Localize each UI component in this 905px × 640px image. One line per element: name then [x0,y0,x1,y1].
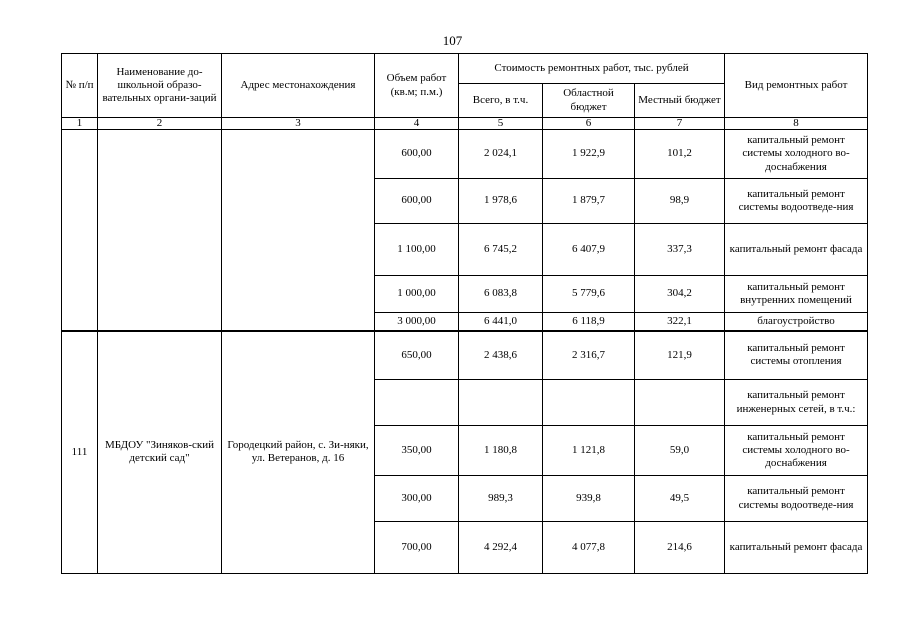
total-cell: 6 441,0 [459,313,543,331]
row-num-cell: 111 [62,331,98,574]
regional-cell: 6 407,9 [543,224,635,276]
row-name-cell: МБДОУ "Зиняков-ский детский сад" [98,331,222,574]
regional-cell: 5 779,6 [543,276,635,313]
column-number: 3 [222,118,375,130]
total-cell [459,380,543,426]
type-cell: капитальный ремонт внутренних помещений [725,276,868,313]
header-cost-group: Стоимость ремонтных работ, тыс. рублей [459,54,725,84]
header-local: Местный бюджет [635,84,725,118]
type-cell: благоустройство [725,313,868,331]
type-cell: капитальный ремонт системы холодного во-доснабжения [725,426,868,476]
local-cell: 304,2 [635,276,725,313]
repair-works-table [61,53,868,574]
regional-cell: 2 316,7 [543,331,635,380]
volume-cell: 700,00 [375,522,459,574]
column-number-row [62,118,868,130]
regional-cell: 6 118,9 [543,313,635,331]
total-cell: 2 024,1 [459,130,543,179]
total-cell: 1 180,8 [459,426,543,476]
regional-cell: 1 922,9 [543,130,635,179]
table-row [62,130,868,179]
local-cell: 49,5 [635,476,725,522]
page-number: 107 [442,33,463,48]
volume-cell: 1 000,00 [375,276,459,313]
type-cell: капитальный ремонт системы водоотведе-ния [725,179,868,224]
total-cell: 4 292,4 [459,522,543,574]
header-row [62,54,868,84]
header-num: № п/п [62,54,98,118]
local-cell [635,380,725,426]
header-total: Всего, в т.ч. [459,84,543,118]
header-volume: Объем работ (кв.м; п.м.) [375,54,459,118]
column-number: 7 [635,118,725,130]
local-cell: 337,3 [635,224,725,276]
column-number: 5 [459,118,543,130]
local-cell: 121,9 [635,331,725,380]
row-name-cell [98,130,222,331]
type-cell: капитальный ремонт системы отопления [725,331,868,380]
total-cell: 6 083,8 [459,276,543,313]
type-cell: капитальный ремонт фасада [725,522,868,574]
type-cell: капитальный ремонт фасада [725,224,868,276]
column-number: 8 [725,118,868,130]
type-cell: капитальный ремонт системы холодного во-доснабжения [725,130,868,179]
regional-cell: 4 077,8 [543,522,635,574]
type-cell: капитальный ремонт инженерных сетей, в т.ч.: [725,380,868,426]
local-cell: 101,2 [635,130,725,179]
header-type: Вид ремонтных работ [725,54,868,118]
row-address-cell: Городецкий район, с. Зи-няки, ул. Ветеранов, д. 16 [222,331,375,574]
table-row [62,331,868,380]
column-number: 2 [98,118,222,130]
column-number: 1 [62,118,98,130]
row-address-cell [222,130,375,331]
total-cell: 2 438,6 [459,331,543,380]
local-cell: 322,1 [635,313,725,331]
regional-cell: 1 879,7 [543,179,635,224]
volume-cell: 300,00 [375,476,459,522]
type-cell: капитальный ремонт системы водоотведе-ния [725,476,868,522]
header-regional: Областной бюджет [543,84,635,118]
header-name: Наименование до-школьной образо-вательных органи-заций [98,54,222,118]
regional-cell [543,380,635,426]
column-number: 6 [543,118,635,130]
row-num-cell [62,130,98,331]
regional-cell: 1 121,8 [543,426,635,476]
local-cell: 214,6 [635,522,725,574]
total-cell: 1 978,6 [459,179,543,224]
volume-cell: 1 100,00 [375,224,459,276]
volume-cell [375,380,459,426]
volume-cell: 350,00 [375,426,459,476]
local-cell: 98,9 [635,179,725,224]
volume-cell: 650,00 [375,331,459,380]
volume-cell: 600,00 [375,130,459,179]
total-cell: 989,3 [459,476,543,522]
local-cell: 59,0 [635,426,725,476]
column-number: 4 [375,118,459,130]
volume-cell: 600,00 [375,179,459,224]
regional-cell: 939,8 [543,476,635,522]
header-address: Адрес местонахождения [222,54,375,118]
volume-cell: 3 000,00 [375,313,459,331]
total-cell: 6 745,2 [459,224,543,276]
